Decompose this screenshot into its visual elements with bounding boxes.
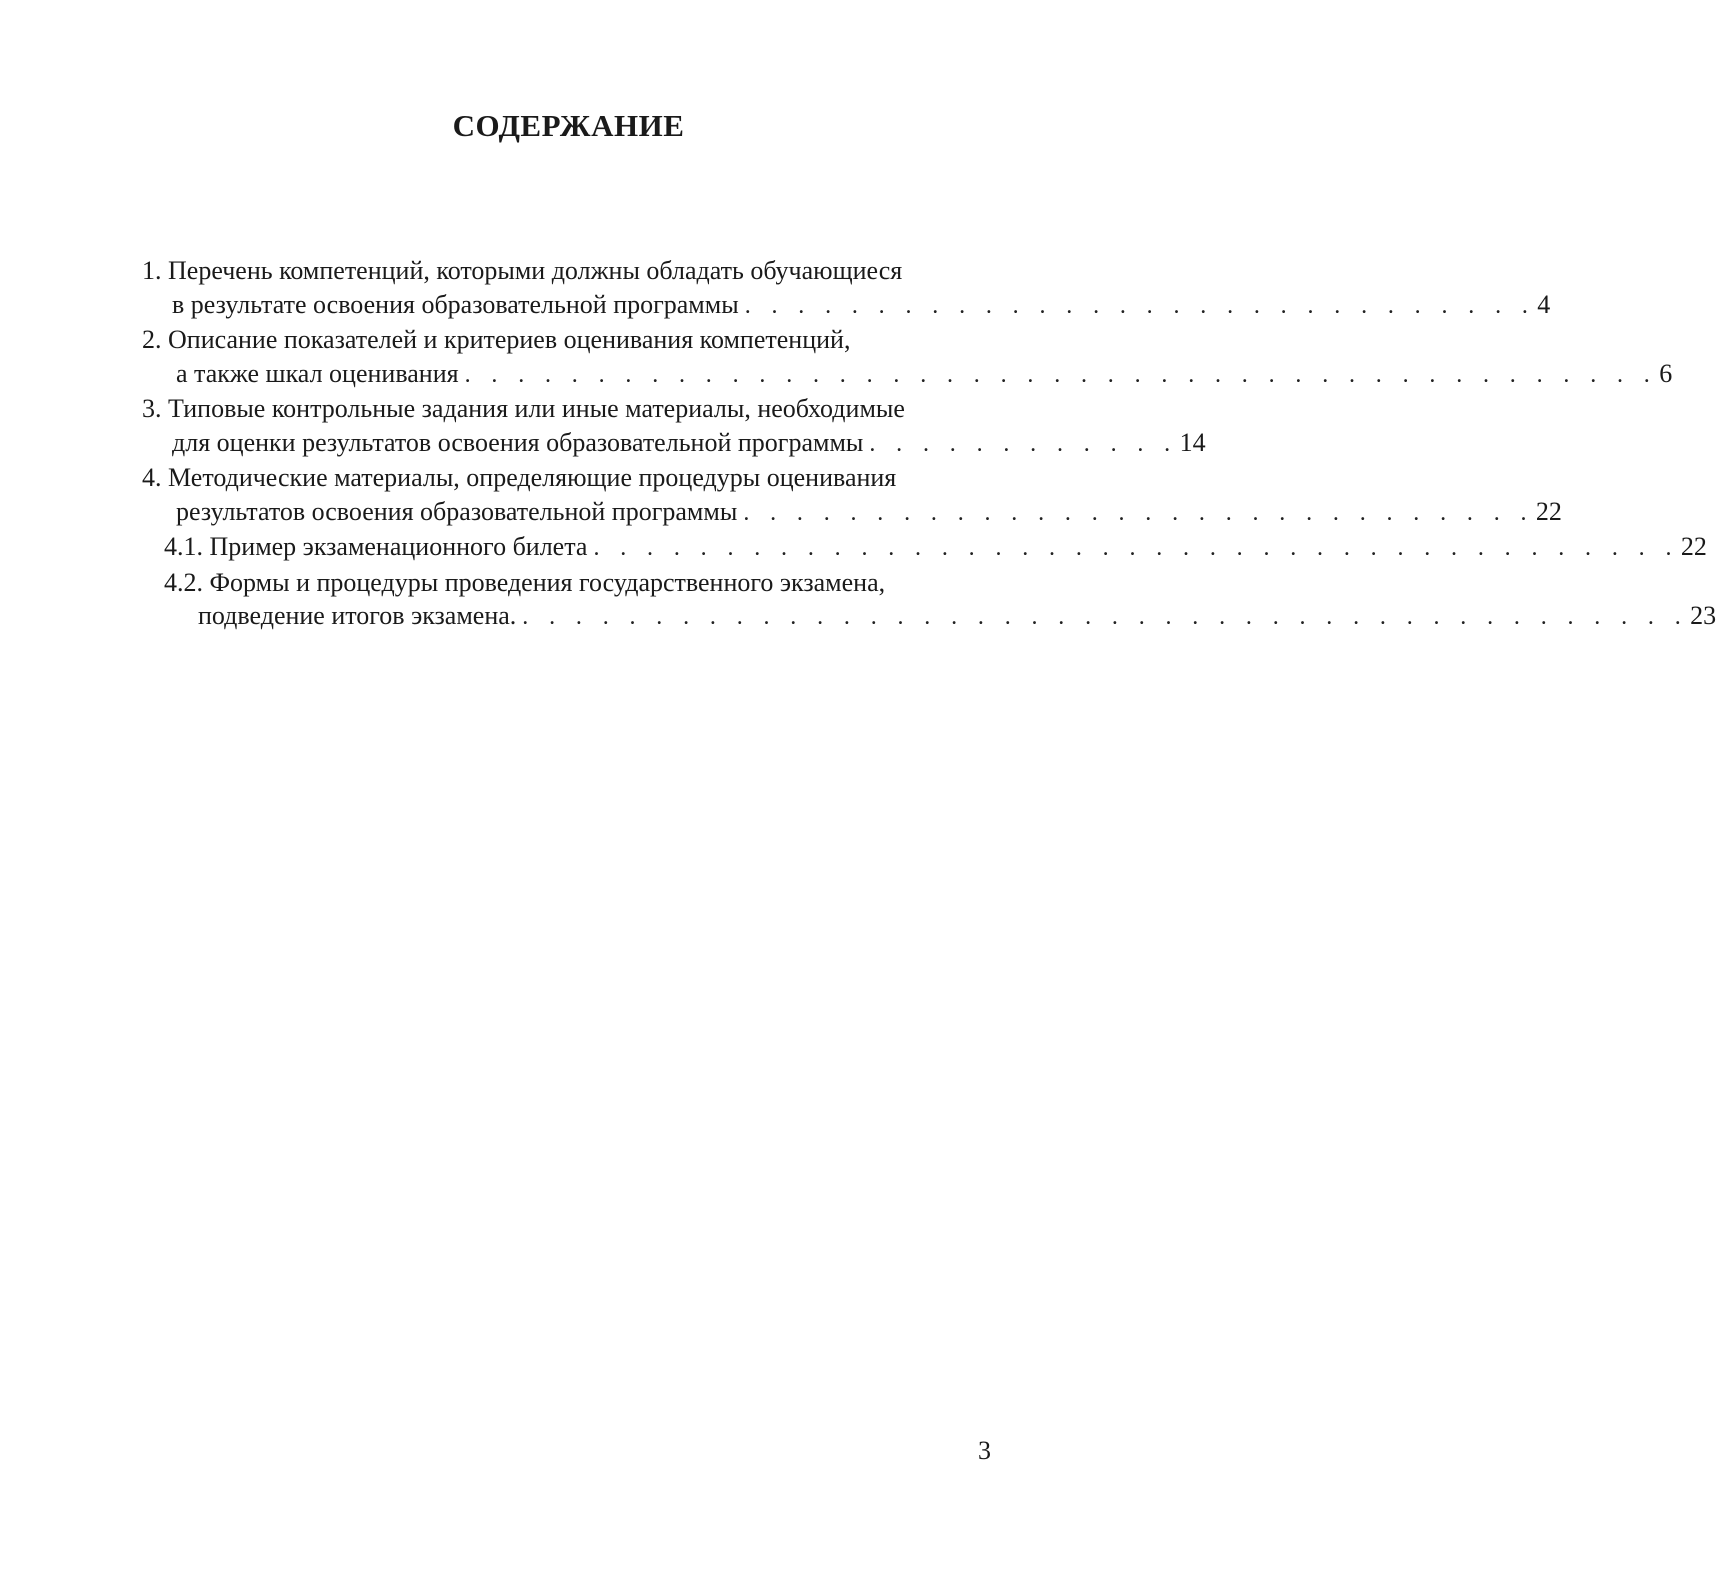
- toc-entry-line: [142, 426, 1206, 462]
- toc-entry-line: [142, 357, 1673, 393]
- toc-entry-title: 4. Методические материалы, определяющие процедуры оценивания: [142, 463, 897, 492]
- toc-entry-title-continued: результатов освоения образовательной программы: [176, 496, 738, 526]
- toc-entry-title: 1. Перечень компетенций, которыми должны обладать обучающиеся: [142, 256, 903, 285]
- dot-leader: . . . . . . . . . . . . . . . . . . . . . . . . . . . . . . . . . . . . . . . . . . . . .: [464, 361, 1658, 388]
- toc-entry-1[interactable]: [142, 254, 1551, 323]
- toc-entry-2[interactable]: [142, 323, 1673, 392]
- toc-entry-4[interactable]: [142, 461, 1562, 530]
- toc-entry-line: [142, 254, 998, 288]
- toc-entry-title: 2. Описание показателей и критериев оценивания компетенций,: [142, 325, 851, 354]
- toc-entry-title: 4.1. Пример экзаменационного билета: [164, 532, 588, 561]
- toc-entry-title: 3. Типовые контрольные задания или иные материалы, необходимые: [142, 394, 905, 423]
- toc-entry-line: [142, 323, 998, 357]
- toc-entry-line: [142, 461, 998, 495]
- dot-leader: . . . . . . . . . . . .: [869, 430, 1178, 457]
- toc-page-number: 23: [1690, 601, 1716, 630]
- toc-page-number: 4: [1537, 289, 1551, 319]
- toc-page-number: 14: [1179, 427, 1206, 457]
- toc-entry-title-continued: а также шкал оценивания: [176, 358, 459, 388]
- toc-entry-line: [142, 530, 1707, 566]
- toc-entry-title-continued: в результате освоения образовательной программы: [172, 289, 739, 319]
- page-number: 3: [978, 1436, 991, 1465]
- toc-entry-3[interactable]: [142, 392, 1206, 461]
- dot-leader: . . . . . . . . . . . . . . . . . . . . . . . . . . . . . .: [744, 292, 1536, 319]
- toc-entry-line: [142, 392, 998, 426]
- table-of-contents: [142, 254, 1716, 635]
- toc-page-number: 22: [1535, 496, 1562, 526]
- toc-entry-title-continued: подведение итогов экзамена.: [198, 601, 517, 630]
- dot-leader: . . . . . . . . . . . . . . . . . . . . . . . . . . . . . .: [743, 499, 1534, 526]
- toc-page-number: 6: [1659, 358, 1673, 388]
- toc-entry-line: [142, 288, 1551, 324]
- toc-entry-line: [142, 566, 998, 600]
- toc-page-number: 22: [1680, 532, 1707, 561]
- page-title: СОДЕРЖАНИЕ: [452, 108, 685, 143]
- toc-entry-4-1[interactable]: [142, 530, 1707, 566]
- dot-leader: . . . . . . . . . . . . . . . . . . . . . . . . . . . . . . . . . . . . . . . . . . . .: [522, 604, 1689, 630]
- dot-leader: . . . . . . . . . . . . . . . . . . . . . . . . . . . . . . . . . . . . . . . . .: [593, 535, 1679, 561]
- toc-entry-line: [142, 599, 1716, 635]
- toc-entry-title-continued: для оценки результатов освоения образовательной программы: [172, 427, 864, 457]
- toc-entry-4-2[interactable]: [142, 566, 1716, 635]
- toc-entry-title: 4.2. Формы и процедуры проведения государственного экзамена,: [164, 567, 886, 597]
- toc-entry-line: [142, 495, 1562, 531]
